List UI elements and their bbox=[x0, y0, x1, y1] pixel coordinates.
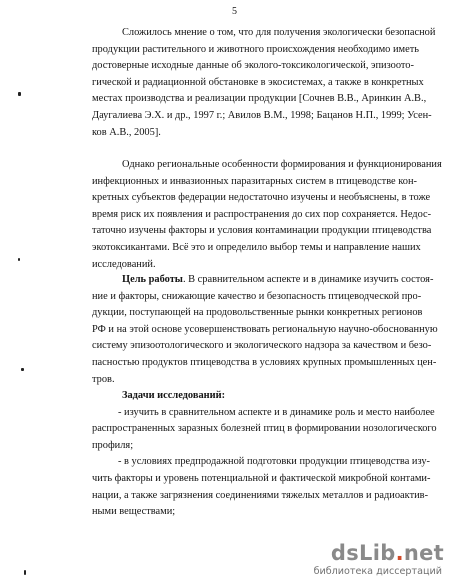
text-line: продукции растительного и животного происхождения необходимо иметь bbox=[92, 43, 419, 55]
goal-label: Цель работы bbox=[122, 274, 183, 285]
page-number: 5 bbox=[232, 6, 237, 17]
text-line: Однако региональные особенности формирования и функционирования bbox=[122, 159, 442, 170]
tasks-heading: Задачи исследований: bbox=[122, 390, 226, 401]
text-line: Даугалиева Э.Х. и др., 1997 г.; Авилов В.М., 1998; Бацанов Н.П., 1999; Усен- bbox=[92, 109, 432, 121]
text-line: инфекционных и инвазионных паразитарных систем в птицеводстве кон- bbox=[92, 175, 418, 187]
paragraph-intro bbox=[92, 25, 436, 141]
scan-speck bbox=[18, 258, 20, 261]
text-line: пасностью продуктов птицеводства в условиях крупных промышленных цен- bbox=[92, 356, 437, 368]
paragraph-regional bbox=[92, 157, 442, 273]
watermark bbox=[313, 541, 444, 577]
text-line: тров. bbox=[92, 373, 115, 385]
goal-text: . В сравнительном аспекте и в динамике изучить состоя- bbox=[182, 274, 434, 285]
text-line: местах производства и реализации продукции [Сочнев В.В., Аринкин А.В., bbox=[92, 93, 427, 105]
task-item-line: - изучить в сравнительном аспекте и в динамике роль и место наиболее bbox=[118, 406, 435, 418]
task-item-line: распространенных заразных болезней птиц в формировании нозологического bbox=[92, 423, 437, 435]
text-line: РФ и на этой основе усовершенствовать региональную научно-обоснованную bbox=[92, 323, 438, 335]
text-line: систему эпизоотологического и экологического надзора за качеством и безо- bbox=[92, 340, 432, 352]
scan-speck bbox=[21, 368, 24, 371]
text-line: Сложилось мнение о том, что для получения экологически безопасной bbox=[122, 27, 436, 38]
task-item-line: профиля; bbox=[92, 439, 134, 451]
task-item-line: чить факторы и уровень потенциальной и фактической микробной контами- bbox=[92, 472, 431, 484]
scan-speck bbox=[24, 570, 26, 575]
task-item-line: ными веществами; bbox=[92, 506, 176, 518]
paragraph-tasks bbox=[92, 388, 437, 521]
text-line: экотоксикантами. Всё это и определило выбор темы и направление наших bbox=[92, 241, 421, 253]
task-item-line: - в условиях предпродажной подготовки продукции птицеводства изу- bbox=[118, 456, 431, 468]
text-line bbox=[92, 272, 434, 289]
text-line: ков А.В., 2005]. bbox=[92, 126, 161, 138]
watermark-subtitle: библиотека диссертаций bbox=[313, 566, 442, 577]
text-line: дукции, поступающей на продовольственные рынки конкретных регионов bbox=[92, 307, 423, 319]
text-line: ние и факторы, снижающие качество и безопасность птицеводческой про- bbox=[92, 290, 422, 302]
text-line: время риск их появления и распространения до сих пор сохраняется. Недос- bbox=[92, 208, 432, 220]
text-line: достоверные исходные данные об эколого-токсикологической, эпизоото- bbox=[92, 60, 414, 72]
text-line: кретных субъектов федерации недостаточно изучены и необъяснены, в тоже bbox=[92, 192, 431, 204]
text-line: исследований. bbox=[92, 258, 156, 270]
watermark-logo: dsLib.net bbox=[330, 541, 444, 565]
scan-speck bbox=[18, 92, 21, 96]
paragraph-goal bbox=[92, 272, 438, 388]
text-line: таточно изучены факторы и условия контаминации продукции птицеводства bbox=[92, 225, 432, 237]
task-item-line: нации, а также загрязнения соединениями тяжелых металлов и радиоактив- bbox=[92, 489, 429, 501]
text-line: гической и радиационной обстановке в экосистемах, а также в конкретных bbox=[92, 76, 424, 88]
